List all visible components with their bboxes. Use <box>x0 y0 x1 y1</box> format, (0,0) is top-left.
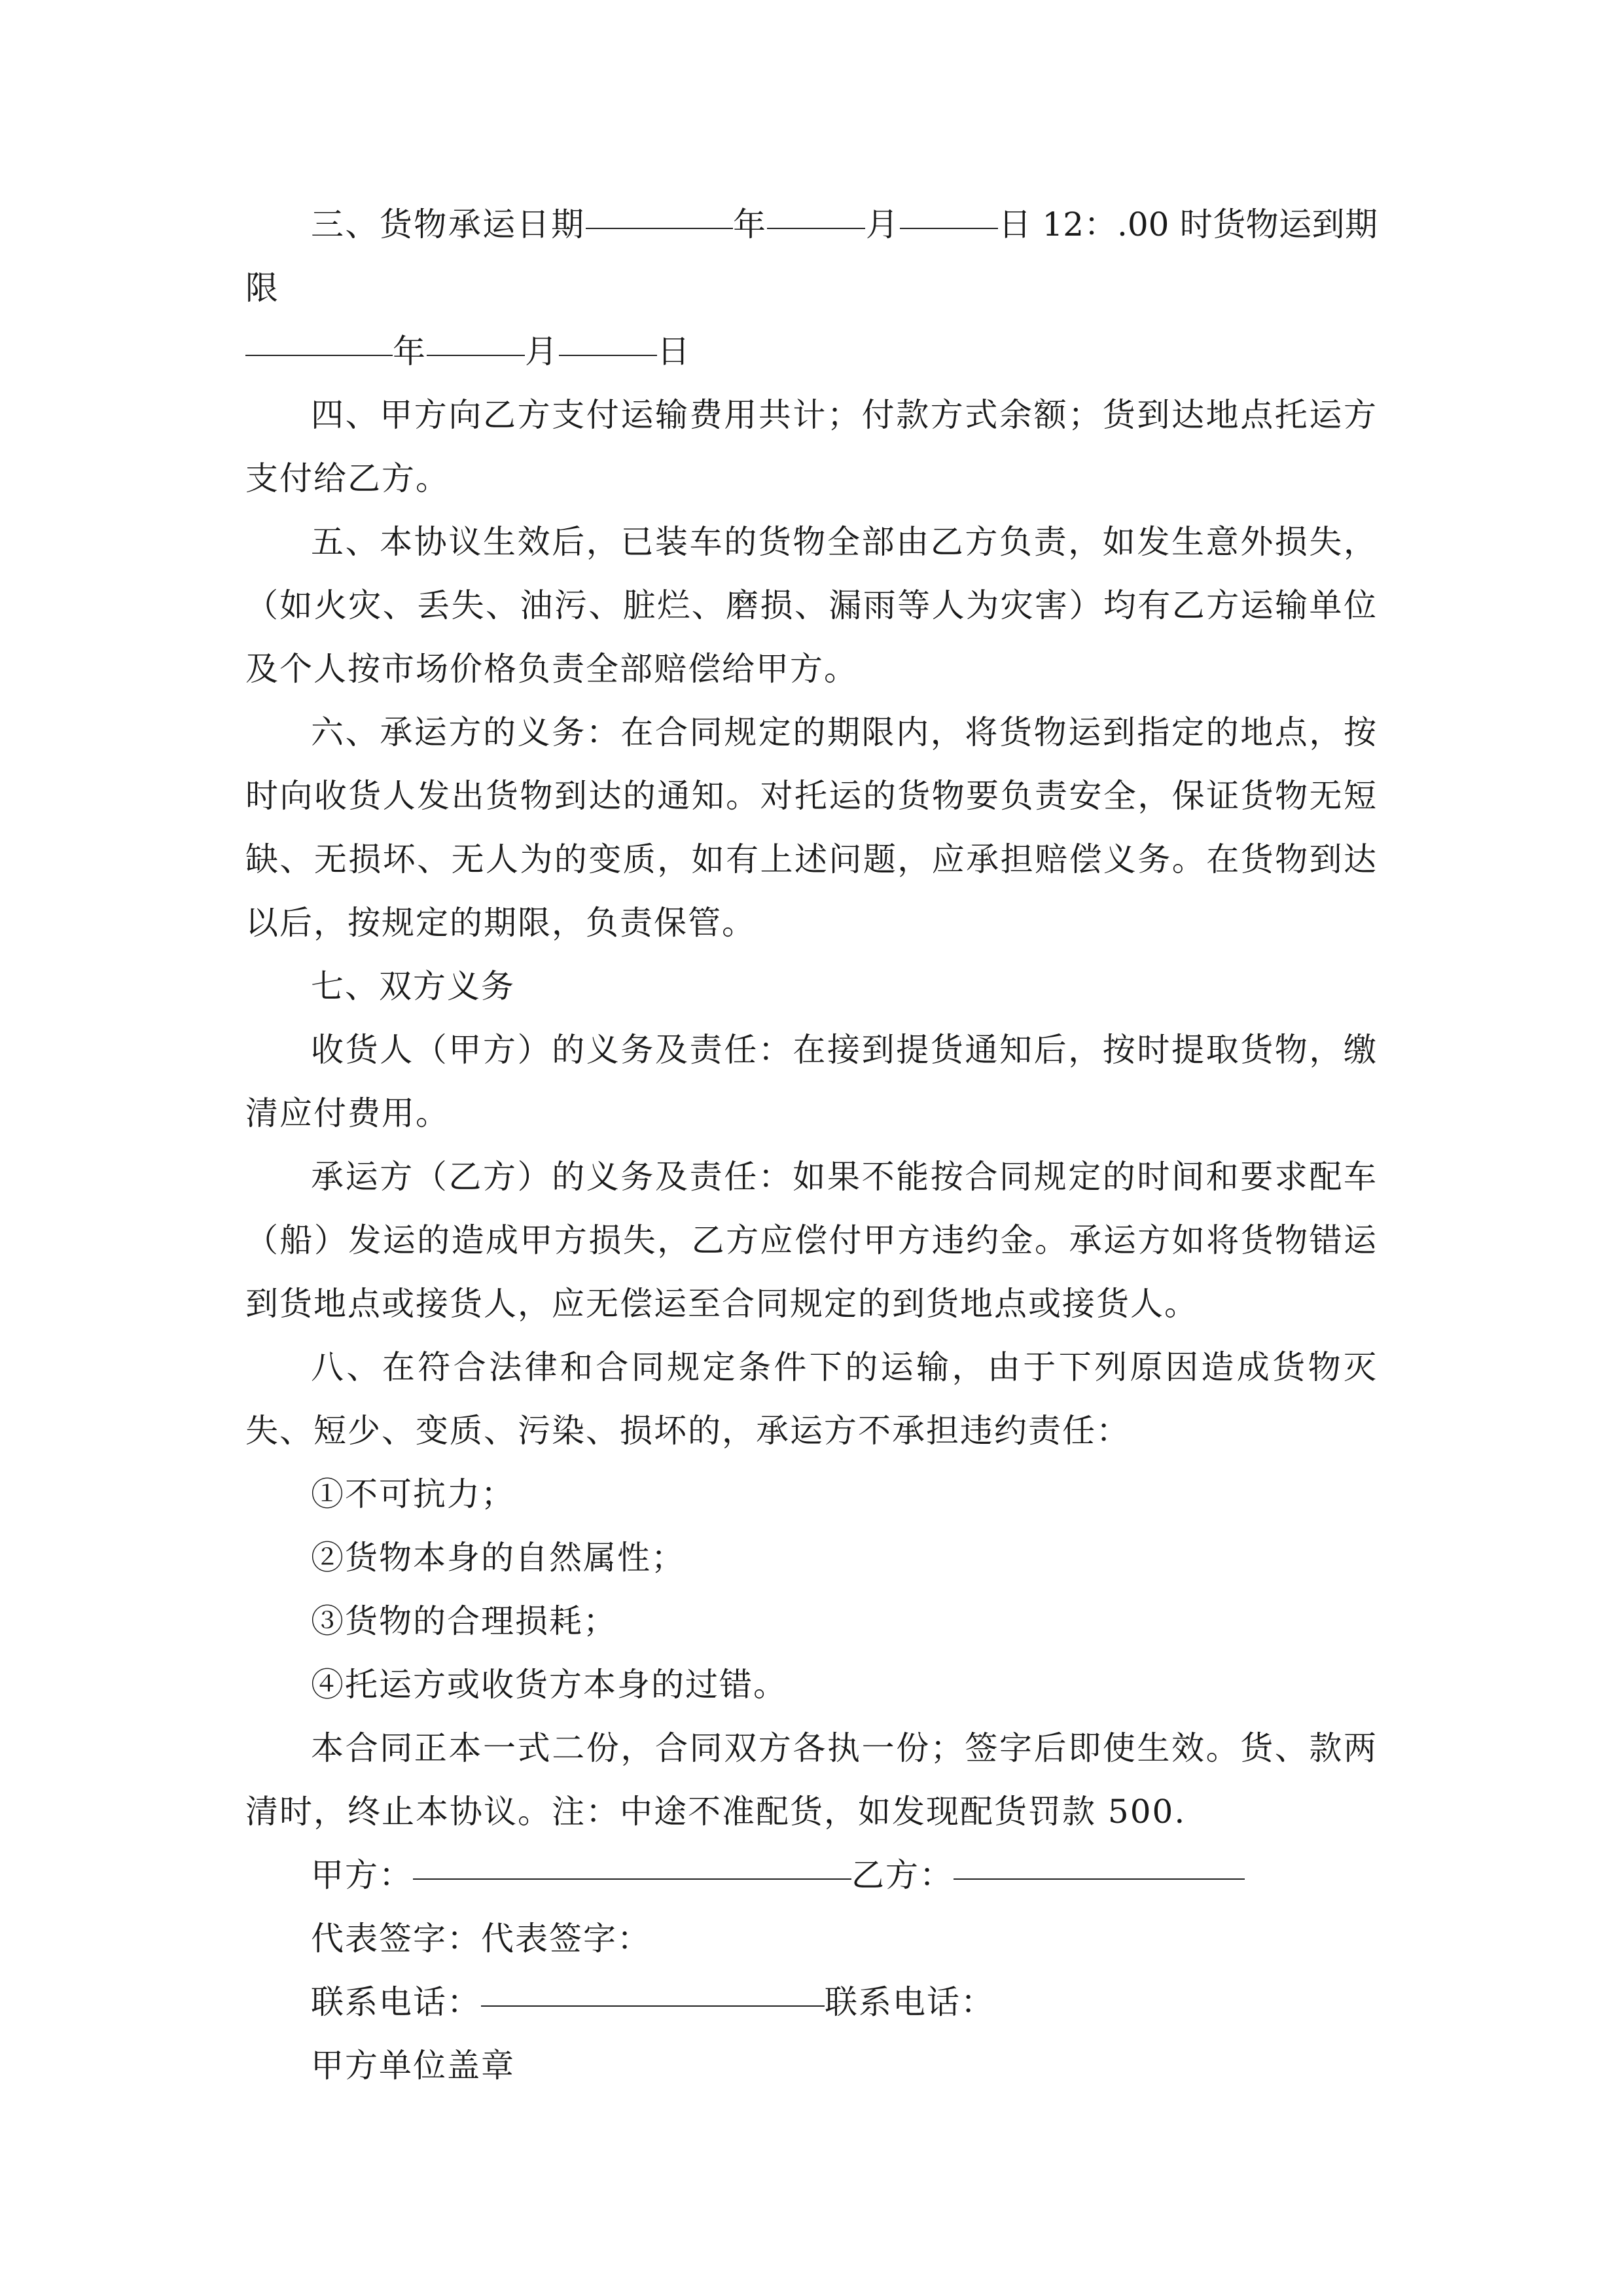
day-blank <box>900 227 998 229</box>
clause-6: 六、承运方的义务：在合同规定的期限内，将货物运到指定的地点，按时向收货人发出货物到达的通知。对托运的货物要负责安全，保证货物无短缺、无损坏、无人为的变质，如有上述问题，应承担赔偿义务。在货物到达以后，按规定的期限，负责保管。 <box>245 713 1378 942</box>
clause-3-line-1 <box>245 193 1378 320</box>
clause-3-line-2 <box>245 320 1378 384</box>
clause-8: 八、在符合法律和合同规定条件下的运输，由于下列原因造成货物灭失、短少、变质、污染、损坏的，承运方不承担违约责任： <box>245 1348 1378 1450</box>
clause-7-receiver: 收货人（甲方）的义务及责任：在接到提货通知后，按时提取货物，缴清应付费用。 <box>245 1031 1378 1132</box>
deadline-year-blank <box>245 354 393 356</box>
clause-5: 五、本协议生效后，已装车的货物全部由乙方负责，如发生意外损失，（如火灾、丢失、油污、脏烂、磨损、漏雨等人为灾害）均有乙方运输单位及个人按市场价格负责全部赔偿给甲方。 <box>245 523 1378 688</box>
phone-a-label: 联系电话： <box>311 1983 481 2021</box>
month-label: 月 <box>865 206 901 243</box>
exemption-item: ③货物的合理损耗； <box>311 1602 617 1640</box>
clause-7-carrier: 承运方（乙方）的义务及责任：如果不能按合同规定的时间和要求配车（船）发运的造成甲方损失，乙方应偿付甲方违约金。承运方如将货物错运到货地点或接货人，应无偿运至合同规定的到货地点或接货人。 <box>245 1158 1378 1323</box>
exemption-item: ④托运方或收货方本身的过错。 <box>311 1666 787 1704</box>
document-page <box>245 193 1378 2098</box>
deadline-day-blank <box>559 354 657 356</box>
party-b-label: 乙方： <box>851 1856 954 1894</box>
phone-line <box>245 1971 1378 2034</box>
deadline-year-label: 年 <box>393 332 427 370</box>
year-label: 年 <box>732 206 768 243</box>
seal-line: 甲方单位盖章 <box>311 2047 515 2085</box>
deadline-day-label: 日 <box>657 332 691 370</box>
exemption-item: ①不可抗力； <box>311 1475 515 1513</box>
clause-3-label: 三、货物承运日期 <box>311 206 586 243</box>
party-a-label: 甲方： <box>311 1856 413 1894</box>
phone-a-blank <box>481 2005 825 2007</box>
closing-clause: 本合同正本一式二份，合同双方各执一份；签字后即使生效。货、款两清时，终止本协议。注：中途不准配货，如发现配货罚款 500. <box>245 1729 1378 1831</box>
clause-7-heading: 七、双方义务 <box>311 967 515 1005</box>
representative-line: 代表签字：代表签字： <box>311 1920 651 1958</box>
party-b-blank <box>954 1878 1245 1880</box>
deadline-month-blank <box>427 354 525 356</box>
exemption-item: ②货物本身的自然属性； <box>311 1539 685 1577</box>
day-time-label: 日 12：.00 时货物运到期限 <box>245 206 1378 307</box>
party-a-blank <box>413 1878 851 1880</box>
clause-4: 四、甲方向乙方支付运输费用共计；付款方式余额；货到达地点托运方支付给乙方。 <box>245 396 1378 497</box>
party-line <box>245 1844 1378 1907</box>
month-blank <box>767 227 865 229</box>
year-blank <box>586 227 733 229</box>
phone-b-label: 联系电话： <box>825 1983 995 2021</box>
deadline-month-label: 月 <box>525 332 559 370</box>
